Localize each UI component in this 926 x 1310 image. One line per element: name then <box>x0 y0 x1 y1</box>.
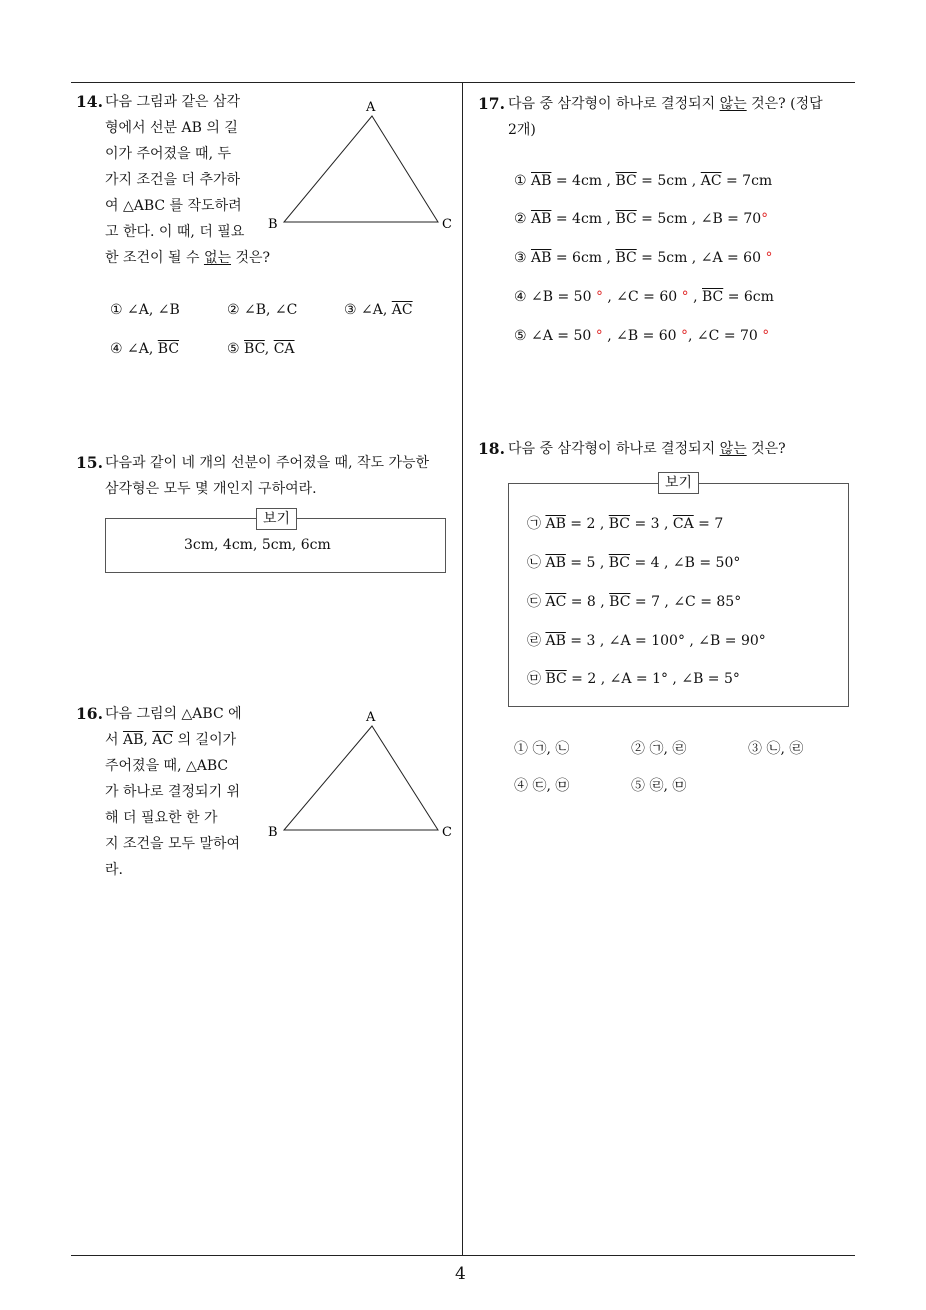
q15-box-content: 3cm, 4cm, 5cm, 6cm <box>184 537 331 553</box>
q17-choice-1[interactable]: ① $\overline{AB} = 4cm$ , $\overline{BC} = 5cm$ , $\overline{AC} = 7cm$ <box>514 173 773 189</box>
q14-triangle-figure <box>262 96 462 236</box>
q14-line: 고 한다. 이 때, 더 필요 <box>105 224 245 240</box>
q15-box-label: 보기 <box>256 508 297 530</box>
q18-item-3: ㉢ $\overline{AC} = 8$ , $\overline{BC} = 7$ , ∠C = 85° <box>527 594 742 610</box>
q17-choice-4[interactable]: ④ ∠B = 50 ° , ∠C = 60 ° , $\overline{BC} = 6cm$ <box>514 289 774 305</box>
q14-vertex-b: B <box>268 217 278 232</box>
q14-emphasis: 없는 <box>203 250 232 266</box>
q18-choice-5[interactable]: ⑤ ㉣, ㉤ <box>631 778 687 794</box>
q14-triangle <box>284 116 438 222</box>
q16-vertex-b: B <box>268 825 278 840</box>
q16-text: 다음 그림의 △ABC 에 서 $\overline{AB}$, $\overline{AC}$ 의 길이가 주어졌을 때, △ABC 가 하나로 결정되기 위 해 더 필요한 한 가 지 조건을 모두 말하여 라. <box>105 706 242 878</box>
q18-text: 다음 중 삼각형이 하나로 결정되지 않는 것은? <box>508 441 786 457</box>
q17-number: 17. <box>478 94 505 113</box>
q14-line: 다음 그림과 같은 삼각 <box>105 94 241 110</box>
q15-text: 다음과 같이 네 개의 선분이 주어졌을 때, 작도 가능한 삼각형은 모두 몇 개인지 구하여라. <box>105 455 430 497</box>
q18-item-2: ㉡ $\overline{AB} = 5$ , $\overline{BC} = 4$ , ∠B = 50° <box>527 555 741 571</box>
bottom-rule <box>71 1255 855 1256</box>
q14-number: 14. <box>76 92 103 111</box>
q14-vertex-c: C <box>442 217 452 232</box>
q16-number: 16. <box>76 704 103 723</box>
q14-line: 가지 조건을 더 추가하 <box>105 172 241 188</box>
q18-item-1: ㉠ $\overline{AB} = 2$ , $\overline{BC} = 3$ , $\overline{CA} = 7$ <box>527 516 724 532</box>
q14-choice-3[interactable]: ③ ∠A, $\overline{AC}$ <box>344 302 413 318</box>
q18-item-4: ㉣ $\overline{AB} = 3$ , ∠A = 100° , ∠B = 90° <box>527 633 766 649</box>
q16-vertex-c: C <box>442 825 452 840</box>
q14-choice-2[interactable]: ② ∠B, ∠C <box>227 302 298 318</box>
q18-item-5: ㉤ $\overline{BC} = 2$ , ∠A = 1° , ∠B = 5° <box>527 671 740 687</box>
q18-box-label: 보기 <box>658 472 699 494</box>
q18-emphasis: 않는 <box>719 441 747 457</box>
q14-text <box>105 89 270 271</box>
q14-choice-1[interactable]: ① ∠A, ∠B <box>110 302 180 318</box>
q17-choice-3[interactable]: ③ $\overline{AB} = 6cm$ , $\overline{BC} = 5cm$ , ∠A = 60 ° <box>514 250 773 266</box>
page-number: 4 <box>455 1264 466 1284</box>
q14-line: 형에서 선분 AB 의 길 <box>105 120 238 136</box>
top-rule <box>71 82 855 83</box>
q18-choice-3[interactable]: ③ ㉡, ㉣ <box>748 741 804 757</box>
q16-triangle <box>284 726 438 830</box>
q18-number: 18. <box>478 439 505 458</box>
q17-emphasis: 않는 <box>719 96 747 112</box>
q14-line: 여 △ABC 를 작도하려 <box>105 198 242 214</box>
q14-line-last: 한 조건이 될 수 없는 것은? <box>105 250 271 266</box>
q14-choice-4[interactable]: ④ ∠A, $\overline{BC}$ <box>110 341 180 357</box>
q17-choice-5[interactable]: ⑤ ∠A = 50 ° , ∠B = 60 °, ∠C = 70 ° <box>514 328 770 344</box>
column-divider <box>462 82 463 1256</box>
q18-choice-1[interactable]: ① ㉠, ㉡ <box>514 741 570 757</box>
q18-choice-2[interactable]: ② ㉠, ㉣ <box>631 741 687 757</box>
q14-line: 이가 주어졌을 때, 두 <box>105 146 231 162</box>
q17-text: 다음 중 삼각형이 하나로 결정되지 않는 것은? (정답 2개) <box>508 96 823 138</box>
q14-vertex-a: A <box>366 100 376 115</box>
q18-choice-4[interactable]: ④ ㉢, ㉤ <box>514 778 570 794</box>
q17-choice-2[interactable]: ② $\overline{AB} = 4cm$ , $\overline{BC} = 5cm$ , ∠B = 70° <box>514 211 769 227</box>
q16-triangle-figure <box>262 706 462 846</box>
q14-choice-5[interactable]: ⑤ $\overline{BC}$, $\overline{CA}$ <box>227 341 295 357</box>
q16-vertex-a: A <box>366 710 376 725</box>
q15-number: 15. <box>76 453 103 472</box>
